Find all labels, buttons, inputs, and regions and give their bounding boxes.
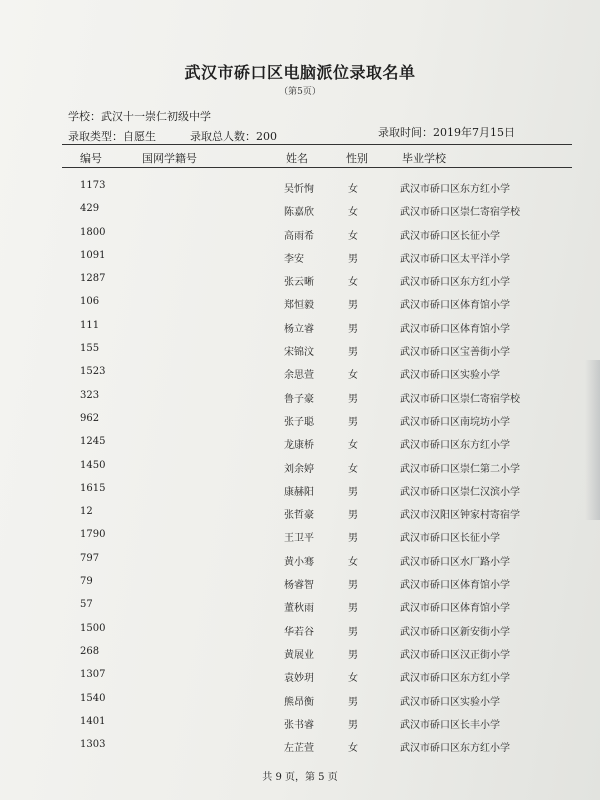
table-row [0,223,600,246]
table-row [0,176,600,199]
cell-school: 武汉市硚口区东方红小学 [400,277,510,289]
cell-no: 1523 [80,366,106,378]
table-row [0,595,600,618]
cell-no: 1287 [80,273,106,285]
cell-name: 张云晰 [284,277,314,289]
school-value: 武汉十一崇仁初级中学 [101,110,211,123]
total-value: 200 [256,130,277,143]
table-row [0,479,600,502]
cell-school: 武汉市硚口区汉正街小学 [400,649,510,661]
cell-name: 宋锦汶 [284,347,314,359]
cell-no: 111 [80,319,100,331]
cell-name: 龙康桥 [284,440,314,452]
type-value: 自愿生 [123,130,156,143]
cell-name: 黄小骞 [284,556,314,568]
cell-no: 1091 [80,249,106,261]
cell-sex: 男 [348,696,358,708]
cell-no: 12 [80,506,93,518]
table-row [0,362,600,385]
cell-name: 吴忻恂 [284,184,314,195]
cell-sex: 女 [348,184,358,195]
cell-name: 张子聪 [284,416,314,428]
table-body [0,176,600,758]
cell-name: 高雨希 [284,230,314,242]
cell-school: 武汉市硚口区长征小学 [400,533,500,545]
cell-school: 武汉市硚口区体育馆小学 [400,580,510,592]
cell-name: 熊昂衡 [284,696,314,708]
cell-school: 武汉市硚口区崇仁寄宿学校 [400,393,520,405]
cell-no: 1800 [80,226,106,238]
type-label: 录取类型： [68,130,123,143]
cell-sex: 女 [348,207,358,219]
header-name: 姓名 [286,152,308,165]
cell-no: 1245 [80,436,106,448]
table-row [0,269,600,292]
page-footer: 共 9 页，第 5 页 [262,772,338,783]
cell-sex: 女 [348,230,358,242]
cell-school: 武汉市硚口区水厂路小学 [400,556,510,568]
type-info [68,128,156,144]
cell-no: 79 [80,576,93,588]
school-info [68,108,211,124]
cell-school: 武汉市硚口区体育馆小学 [400,603,510,615]
cell-sex: 男 [348,580,358,592]
cell-sex: 男 [348,300,358,312]
cell-sex: 女 [348,673,358,685]
cell-name: 王卫平 [284,533,314,545]
cell-school: 武汉市硚口区东方红小学 [400,743,510,755]
cell-no: 429 [80,203,100,215]
time-value: 2019年7月15日 [433,126,515,139]
page-label: （第5页） [279,87,321,97]
cell-sex: 男 [348,719,358,731]
table-row [0,549,600,572]
cell-name: 刘余婷 [284,463,314,475]
cell-school: 武汉市硚口区宝善街小学 [400,347,510,359]
cell-name: 张书睿 [284,719,314,731]
cell-school: 武汉市硚口区实验小学 [400,370,500,382]
table-row [0,456,600,479]
table-row [0,316,600,339]
cell-sex: 女 [348,277,358,289]
cell-name: 余思萱 [284,370,314,382]
cell-no: 962 [80,412,100,424]
table-row [0,409,600,432]
cell-no: 57 [80,599,93,611]
school-label: 学校： [68,110,101,123]
table-row [0,525,600,548]
header-top-rule [62,144,572,145]
cell-no: 1450 [80,459,106,471]
cell-sex: 女 [348,556,358,568]
cell-no: 1307 [80,669,106,681]
cell-no: 106 [80,296,100,308]
cell-no: 797 [80,552,100,564]
table-row [0,689,600,712]
cell-sex: 男 [348,510,358,522]
cell-sex: 男 [348,533,358,545]
cell-sex: 男 [348,253,358,265]
cell-sex: 男 [348,626,358,638]
cell-name: 郑恒毅 [284,300,314,312]
header-id: 国网学籍号 [142,152,197,165]
table-row [0,665,600,688]
total-info [190,128,277,144]
table-row [0,432,600,455]
cell-no: 323 [80,389,100,401]
cell-school: 武汉市硚口区东方红小学 [400,673,510,685]
cell-sex: 女 [348,440,358,452]
cell-no: 1303 [80,739,106,751]
cell-no: 1401 [80,715,106,727]
table-row [0,199,600,222]
cell-no: 1173 [80,180,106,191]
cell-name: 袁妙玥 [284,673,314,685]
cell-school: 武汉市硚口区体育馆小学 [400,300,510,312]
cell-sex: 男 [348,649,358,661]
cell-no: 1790 [80,529,106,541]
table-row [0,572,600,595]
table-row [0,246,600,269]
cell-school: 武汉市硚口区长征小学 [400,230,500,242]
cell-school: 武汉市硚口区实验小学 [400,696,500,708]
cell-name: 黄展业 [284,649,314,661]
cell-name: 鲁子豪 [284,393,314,405]
cell-no: 268 [80,645,100,657]
cell-school: 武汉市硚口区南垸坊小学 [400,416,510,428]
table-row [0,292,600,315]
cell-name: 杨立睿 [284,323,314,335]
table-row [0,642,600,665]
cell-school: 武汉市硚口区新安街小学 [400,626,510,638]
table-row [0,502,600,525]
cell-sex: 男 [348,603,358,615]
cell-no: 155 [80,343,100,355]
header-school: 毕业学校 [402,152,446,165]
cell-sex: 女 [348,370,358,382]
cell-name: 康赫阳 [284,486,314,498]
cell-school: 武汉市汉阳区钟家村寄宿学 [400,510,520,522]
header-bottom-rule [62,167,572,168]
cell-sex: 男 [348,347,358,359]
cell-name: 左芷萱 [284,743,314,755]
cell-sex: 女 [348,743,358,755]
table-header [0,146,600,166]
cell-name: 陈嘉欣 [284,207,314,219]
cell-sex: 男 [348,323,358,335]
cell-no: 1615 [80,482,106,494]
cell-school: 武汉市硚口区体育馆小学 [400,323,510,335]
cell-school: 武汉市硚口区长丰小学 [400,719,500,731]
cell-sex: 女 [348,463,358,475]
table-row [0,619,600,642]
total-label: 录取总人数： [190,130,256,143]
cell-no: 1540 [80,692,106,704]
cell-school: 武汉市硚口区东方红小学 [400,184,510,195]
cell-name: 李安 [284,253,304,265]
cell-sex: 男 [348,393,358,405]
cell-sex: 男 [348,486,358,498]
cell-name: 张哲豪 [284,510,314,522]
time-info [378,124,515,140]
cell-school: 武汉市硚口区太平洋小学 [400,253,510,265]
table-row [0,339,600,362]
cell-school: 武汉市硚口区崇仁寄宿学校 [400,207,520,219]
cell-name: 董秋雨 [284,603,314,615]
header-no: 编号 [80,152,102,165]
cell-name: 华若谷 [284,626,314,638]
cell-no: 1500 [80,622,106,634]
cell-school: 武汉市硚口区崇仁汉滨小学 [400,486,520,498]
table-row [0,386,600,409]
header-sex: 性别 [346,152,368,165]
cell-school: 武汉市硚口区东方红小学 [400,440,510,452]
cell-sex: 男 [348,416,358,428]
document-title: 武汉市硚口区电脑派位录取名单 [184,63,416,82]
cell-school: 武汉市硚口区崇仁第二小学 [400,463,520,475]
table-row [0,712,600,735]
cell-name: 杨睿智 [284,580,314,592]
time-label: 录取时间： [378,126,433,139]
table-row [0,735,600,758]
